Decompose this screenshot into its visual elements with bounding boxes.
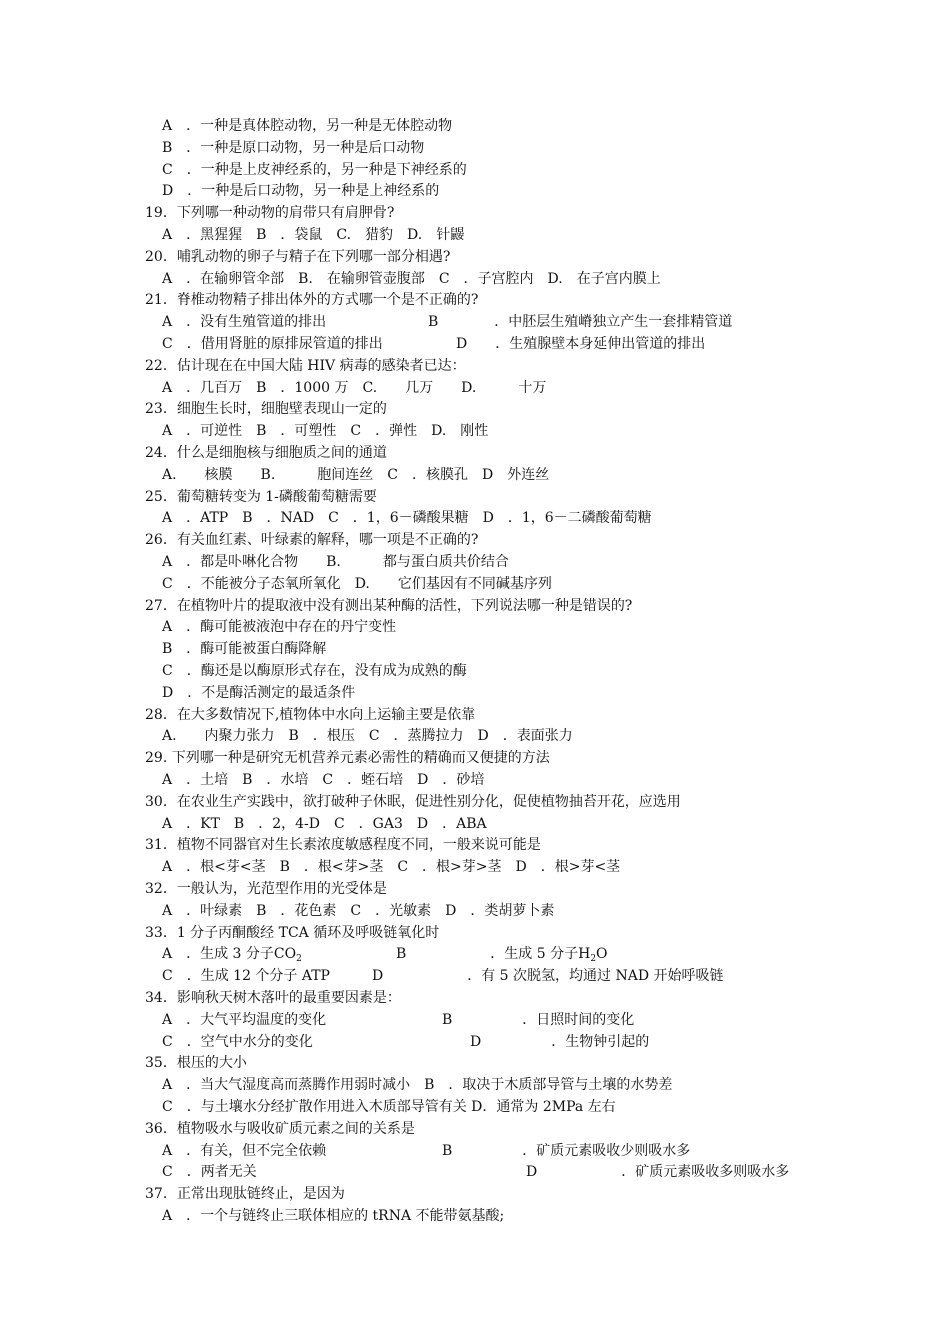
option-left: A ．大气平均温度的变化 — [162, 1012, 327, 1028]
option-left: C ．空气中水分的变化 — [162, 1034, 313, 1050]
question-line: 23．细胞生长时，细胞壁表现山一定的 — [145, 401, 387, 417]
option-line: A ．一种是真体腔动物，另一种是无体腔动物 — [162, 118, 453, 134]
option-right: B ．矿质元素吸收少则吸水多 — [428, 1143, 691, 1159]
option-right — [396, 944, 608, 964]
option-left: C ．两者无关 — [162, 1164, 257, 1180]
option-left: A ．没有生殖管道的排出 — [162, 314, 327, 330]
question-line: 25．葡萄糖转变为 1-磷酸葡萄糖需要 — [145, 489, 377, 505]
option-line: D ．不是酶活测定的最适条件 — [162, 685, 356, 701]
option-text: B ．生成 5 分子H — [396, 946, 591, 962]
question-line: 21．脊椎动物精子排出体外的方式哪一个是不正确的? — [145, 292, 479, 308]
question-line: 34．影响秋天树木落叶的最重要因素是： — [145, 990, 401, 1006]
option-line: C ．不能被分子态氧所氧化 D. 它们基因有不同碱基序列 — [162, 576, 552, 592]
option-line: A. 核膜 B. 胞间连丝 C ．核膜孔 D 外连丝 — [162, 467, 550, 483]
question-line: 28．在大多数情况下,植物体中水向上运输主要是依靠 — [145, 707, 476, 723]
question-line: 37．正常出现肽链终止，是因为 — [145, 1186, 345, 1202]
option-line: C ．酶还是以酶原形式存在，没有成为成熟的酶 — [162, 663, 467, 679]
question-line: 26．有关血红素、叶绿素的解释，哪一项是不正确的? — [145, 532, 479, 548]
option-line: D ．一种是后口动物，另一种是上神经系的 — [162, 183, 440, 199]
question-line: 19．下列哪一种动物的肩带只有肩胛骨? — [145, 205, 395, 221]
option-left — [162, 944, 302, 964]
option-line: A. 内聚力张力 B ．根压 C ．蒸腾拉力 D ．表面张力 — [162, 728, 573, 744]
option-line: C ．一种是上皮神经系的，另一种是下神经系的 — [162, 162, 467, 178]
question-line: 27．在植物叶片的提取液中没有测出某种酶的活性，下列说法哪一种是错误的? — [145, 598, 633, 614]
question-line: 24．什么是细胞核与细胞质之间的通道 — [145, 445, 387, 461]
subscript: 2 — [590, 954, 597, 964]
option-right: B ．日照时间的变化 — [428, 1012, 635, 1028]
question-line: 20．哺乳动物的卵子与精子在下列哪一部分相遇? — [145, 249, 451, 265]
subscript: 2 — [296, 954, 302, 964]
question-line: 30．在农业生产实践中，欲打破种子休眠，促进性别分化，促使植物抽苔开花，应选用 — [145, 794, 681, 810]
option-line: A ．酶可能被液泡中存在的丹宁变性 — [162, 619, 397, 635]
option-line: A ．ATP B ．NAD C ．1，6－磷酸果糖 D ．1，6－二磷酸葡萄糖 — [162, 510, 652, 526]
option-line: A ．几百万 B ．1000 万 C. 几万 D. 十万 — [162, 380, 547, 396]
option-right: D ．矿质元素吸收多则吸水多 — [428, 1164, 790, 1180]
option-left: C ．借用肾脏的原排尿管道的排出 — [162, 336, 383, 352]
option-line: A ．根<芽<茎 B ．根<芽>茎 C ．根>芽>茎 D ．根>芽<茎 — [162, 859, 621, 875]
question-line: 36．植物吸水与吸收矿质元素之间的关系是 — [145, 1121, 415, 1137]
question-line: 32．一般认为，光范型作用的光受体是 — [145, 881, 387, 897]
option-text: A ．生成 3 分子CO — [162, 946, 297, 962]
option-right: D ．生物钟引起的 — [428, 1034, 650, 1050]
option-right: D ．生殖腺壁本身延伸出管道的排出 — [428, 336, 706, 352]
option-text: O — [596, 946, 608, 962]
option-line: A ．可逆性 B ．可塑性 C ．弹性 D. 刚性 — [162, 423, 489, 439]
question-line: 35．根压的大小 — [145, 1055, 247, 1071]
option-line: A ．黑猩猩 B ．袋鼠 C. 猎豹 D. 针鼹 — [162, 227, 465, 243]
question-line: 31．植物不同器官对生长素浓度敏感程度不同，一般来说可能是 — [145, 837, 541, 853]
option-line: C ．与土壤水分经扩散作用进入木质部导管有关 D．通常为 2MPa 左右 — [162, 1099, 616, 1115]
option-line: A ．都是卟啉化合物 B. 都与蛋白质共价结合 — [162, 554, 509, 570]
question-line: 33．1 分子丙酮酸经 TCA 循环及呼吸链氧化时 — [145, 925, 440, 941]
option-line: B ．酶可能被蛋白酶降解 — [162, 641, 327, 657]
option-line: A ．土培 B ．水培 C ．蛭石培 D ．砂培 — [162, 772, 485, 788]
option-line: A ．叶绿素 B ．花色素 C ．光敏素 D ．类胡萝卜素 — [162, 903, 555, 919]
option-line: A ．当大气湿度高而蒸腾作用弱时减小 B ．取决于木质部导管与土壤的水势差 — [162, 1077, 673, 1093]
option-left: A ．有关，但不完全依赖 — [162, 1143, 327, 1159]
option-left: C ．生成 12 个分子 ATP D ．有 5 次脱氢，均通过 NAD 开始呼吸链 — [162, 968, 724, 984]
option-line: A ．在输卵管伞部 B. 在输卵管壶腹部 C ．子宫腔内 D. 在子宫内膜上 — [162, 271, 661, 287]
option-line: B ．一种是原口动物，另一种是后口动物 — [162, 140, 425, 156]
option-right: B ．中胚层生殖嵴独立产生一套排精管道 — [428, 314, 733, 330]
question-line: 22．估计现在在中国大陆 HIV 病毒的感染者已达： — [145, 358, 466, 374]
option-line: A ．一个与链终止三联体相应的 tRNA 不能带氨基酸; — [162, 1208, 505, 1224]
option-line: A ．KT B ．2，4-D C ．GA3 D ．ABA — [162, 816, 487, 832]
question-line: 29. 下列哪一种是研究无机营养元素必需性的精确而又便捷的方法 — [145, 750, 550, 766]
